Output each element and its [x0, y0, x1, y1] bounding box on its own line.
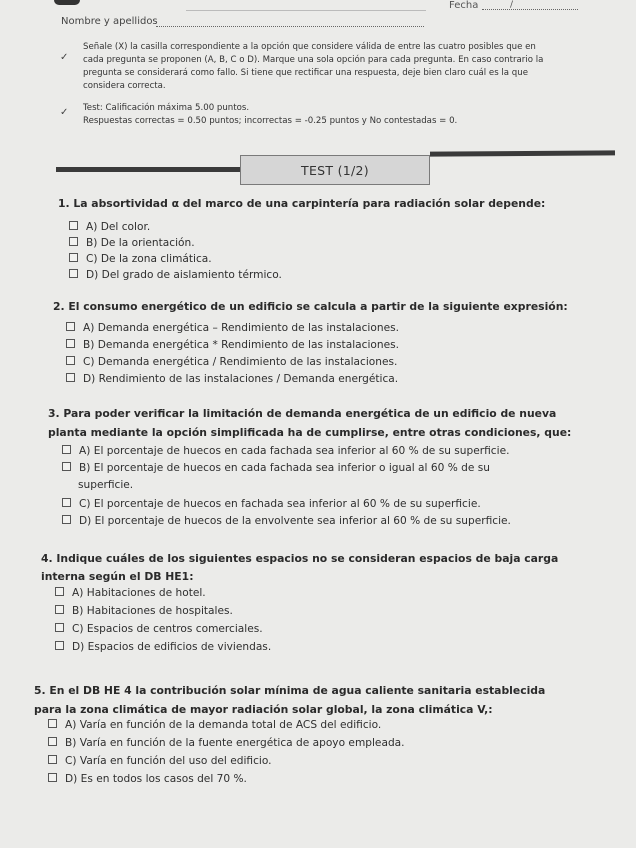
checkbox-icon[interactable] [66, 322, 75, 331]
option-1a[interactable]: A) Del color. [69, 221, 150, 233]
checkbox-icon[interactable] [55, 623, 64, 632]
checkbox-icon[interactable] [62, 462, 71, 471]
option-5c[interactable]: C) Varía en función del uso del edificio. [48, 755, 272, 767]
question-5: 5. En el DB HE 4 la contribución solar mínima de agua caliente sanitaria establecida [34, 684, 546, 697]
option-1c[interactable]: C) De la zona climática. [69, 253, 212, 265]
option-2b[interactable]: B) Demanda energética * Rendimiento de las instalaciones. [66, 339, 399, 351]
question-4-cont: interna según el DB HE1: [41, 570, 194, 583]
date-field-line[interactable] [482, 9, 578, 10]
option-4b[interactable]: B) Habitaciones de hospitales. [55, 605, 233, 617]
instruction-line: Respuestas correctas = 0.50 puntos; incorrectas = -0.25 puntos y No contestadas = 0. [83, 116, 458, 126]
logo-fragment [54, 0, 80, 5]
checkbox-icon[interactable] [69, 269, 78, 278]
banner-rule-right [430, 150, 615, 156]
option-5a[interactable]: A) Varía en función de la demanda total de ACS del edificio. [48, 719, 381, 731]
option-3d[interactable]: D) El porcentaje de huecos de la envolvente sea inferior al 60 % de su superficie. [62, 515, 511, 527]
checkbox-icon[interactable] [55, 641, 64, 650]
option-5b[interactable]: B) Varía en función de la fuente energética de apoyo empleada. [48, 737, 405, 749]
instruction-line: cada pregunta se proponen (A, B, C o D). Marque una sola opción para cada pregunta. En caso contrario la [83, 55, 544, 65]
name-label: Nombre y apellidos [61, 16, 158, 27]
option-1d[interactable]: D) Del grado de aislamiento térmico. [69, 269, 282, 281]
checkbox-icon[interactable] [48, 755, 57, 764]
option-4d[interactable]: D) Espacios de edificios de viviendas. [55, 641, 271, 653]
checkbox-icon[interactable] [62, 445, 71, 454]
checkbox-icon[interactable] [62, 515, 71, 524]
checkbox-icon[interactable] [55, 605, 64, 614]
option-4c[interactable]: C) Espacios de centros comerciales. [55, 623, 263, 635]
instruction-line: pregunta se considerará como fallo. Si tiene que rectificar una respuesta, deje bien claro cuál es la que [83, 68, 528, 78]
question-2: 2. El consumo energético de un edificio se calcula a partir de la siguiente expresión: [53, 300, 568, 313]
test-title: TEST (1/2) [301, 163, 369, 178]
option-4a[interactable]: A) Habitaciones de hotel. [55, 587, 206, 599]
question-4: 4. Indique cuáles de los siguientes espacios no se consideran espacios de baja carga [41, 552, 559, 565]
question-3-cont: planta mediante la opción simplificada ha de cumplirse, entre otras condiciones, que: [48, 426, 572, 439]
option-2a[interactable]: A) Demanda energética – Rendimiento de las instalaciones. [66, 322, 399, 334]
option-3a[interactable]: A) El porcentaje de huecos en cada fachada sea inferior al 60 % de su superficie. [62, 445, 509, 457]
option-5d[interactable]: D) Es en todos los casos del 70 %. [48, 773, 247, 785]
checkbox-icon[interactable] [69, 221, 78, 230]
question-1: 1. La absortividad α del marco de una carpintería para radiación solar depende: [58, 197, 546, 210]
checkbox-icon[interactable] [55, 587, 64, 596]
date-label: Fecha [449, 0, 479, 11]
option-3b[interactable]: B) El porcentaje de huecos en cada fachada sea inferior o igual al 60 % de su [62, 462, 490, 474]
checkbox-icon[interactable] [66, 356, 75, 365]
option-2d[interactable]: D) Rendimiento de las instalaciones / Demanda energética. [66, 373, 398, 385]
option-3b-cont: superficie. [78, 479, 134, 491]
banner-rule-left [56, 167, 240, 172]
checkbox-icon[interactable] [48, 773, 57, 782]
question-3: 3. Para poder verificar la limitación de demanda energética de un edificio de nueva [48, 407, 557, 420]
checkbox-icon[interactable] [66, 373, 75, 382]
checkbox-icon[interactable] [48, 719, 57, 728]
instruction-line: Test: Calificación máxima 5.00 puntos. [83, 103, 250, 113]
date-separator: / [510, 0, 514, 10]
option-2c[interactable]: C) Demanda energética / Rendimiento de las instalaciones. [66, 356, 397, 368]
checkbox-icon[interactable] [69, 237, 78, 246]
question-5-cont: para la zona climática de mayor radiación solar global, la zona climática V,: [34, 703, 493, 716]
checkbox-icon[interactable] [66, 339, 75, 348]
checkbox-icon[interactable] [48, 737, 57, 746]
checkmark-icon: ✓ [60, 52, 69, 63]
option-3c[interactable]: C) El porcentaje de huecos en fachada sea inferior al 60 % de su superficie. [62, 498, 481, 510]
checkbox-icon[interactable] [62, 498, 71, 507]
instruction-line: Señale (X) la casilla correspondiente a la opción que considere válida de entre las cuatro posibles que en [83, 42, 536, 52]
checkbox-icon[interactable] [69, 253, 78, 262]
checkmark-icon: ✓ [60, 107, 69, 118]
header-rule [186, 10, 426, 11]
option-1b[interactable]: B) De la orientación. [69, 237, 195, 249]
instruction-line: considera correcta. [83, 81, 166, 91]
name-field-line[interactable] [156, 26, 424, 27]
